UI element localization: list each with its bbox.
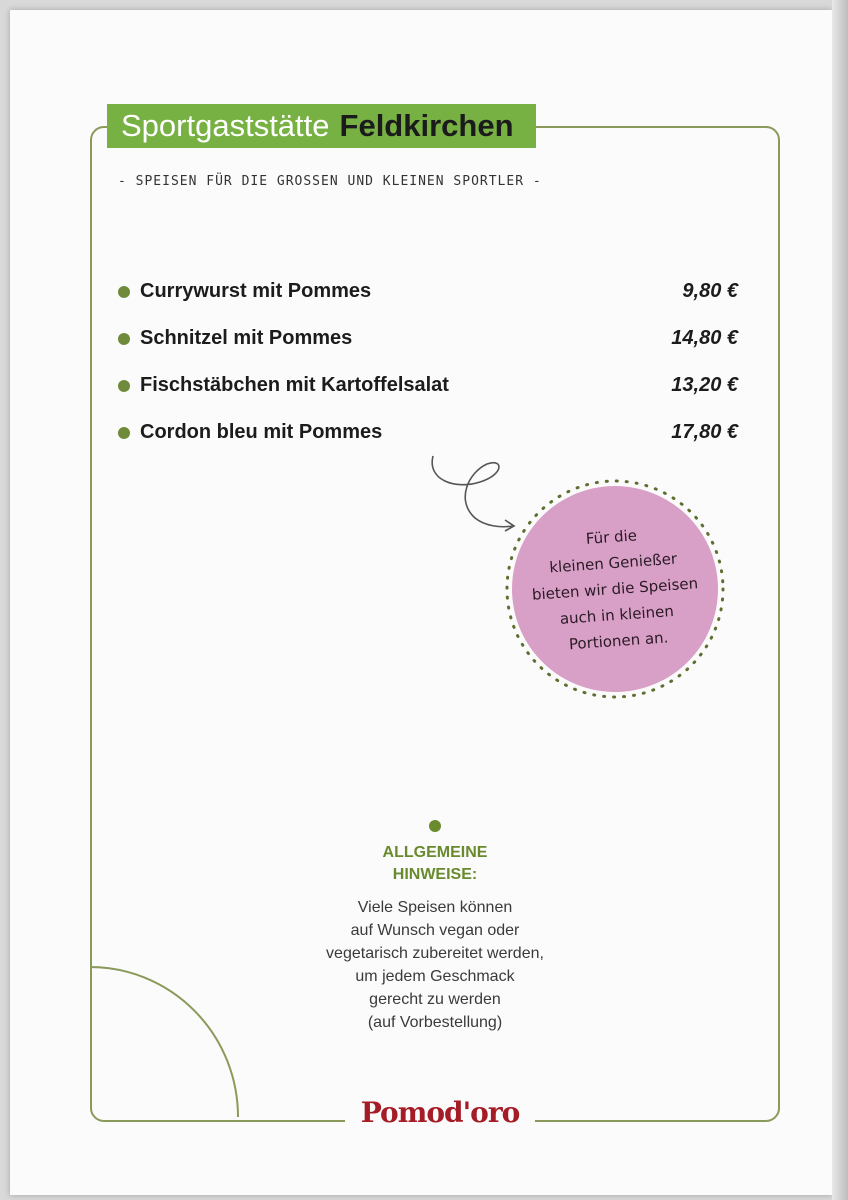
notes-line: gerecht zu werden (369, 991, 501, 1008)
menu-item-price: 13,20 € (671, 374, 738, 396)
menu-item (118, 315, 738, 362)
bubble-line: kleinen Genießer (548, 549, 678, 577)
notes-line: vegetarisch zubereitet werden, (326, 945, 544, 962)
menu-list (118, 268, 738, 456)
bullet-icon (118, 286, 130, 298)
notes-heading-line: HINWEISE: (392, 866, 478, 883)
title-bold: Feldkirchen (339, 108, 514, 143)
menu-item-name: Currywurst mit Pommes (140, 280, 372, 302)
menu-item-name: Schnitzel mit Pommes (140, 327, 353, 349)
bullet-icon (118, 380, 130, 392)
general-notes (290, 820, 580, 1034)
bubble-line: auch in kleinen (559, 601, 675, 628)
bubble-line: Für die (585, 526, 638, 548)
field-corner-arc-icon (90, 965, 242, 1119)
menu-item-price: 17,80 € (671, 421, 738, 443)
bullet-icon (429, 820, 441, 832)
bullet-icon (118, 333, 130, 345)
notes-line: Viele Speisen können (357, 899, 513, 916)
menu-item-name: Cordon bleu mit Pommes (140, 421, 383, 443)
bubble-line: bieten wir die Speisen (531, 574, 699, 604)
notes-body (290, 896, 580, 1034)
notes-line: um jedem Geschmack (355, 968, 515, 985)
notes-line: auf Wunsch vegan oder (350, 922, 520, 939)
sleeve-edge (832, 0, 848, 1200)
subtitle: - SPEISEN FÜR DIE GROSSEN UND KLEINEN SPORTLER - (118, 174, 542, 189)
title-light: Sportgaststätte (121, 108, 330, 143)
bubble-line: Portionen an. (568, 628, 669, 654)
menu-item-price: 9,80 € (682, 280, 738, 302)
bullet-icon (118, 427, 130, 439)
menu-item (118, 409, 738, 456)
menu-item (118, 268, 738, 315)
pomodoro-logo: Pomod'oro (345, 1084, 535, 1140)
title-banner (107, 104, 536, 148)
menu-item-price: 14,80 € (671, 327, 738, 349)
notes-heading-line: ALLGEMEINE (382, 844, 488, 861)
notes-line: (auf Vorbestellung) (367, 1014, 503, 1031)
menu-item (118, 362, 738, 409)
menu-item-name: Fischstäbchen mit Kartoffelsalat (140, 374, 449, 396)
notes-heading (290, 842, 580, 886)
